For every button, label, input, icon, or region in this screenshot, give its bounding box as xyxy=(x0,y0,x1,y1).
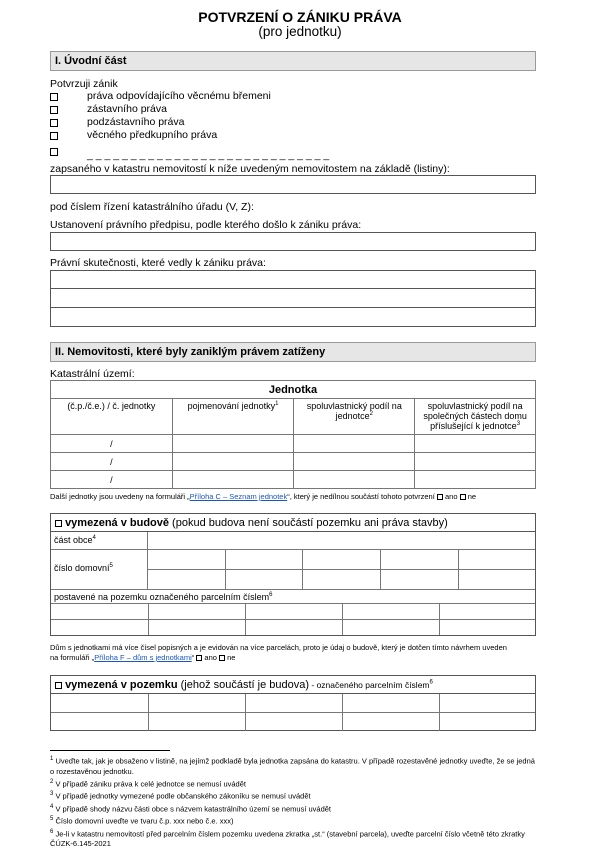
building-note-line2: na formuláři „Příloha F – dům s jednotkami“ ano ne xyxy=(50,653,236,662)
footnote: $^6$ Je-li v katastru nemovitostí před parcelním číslem pozemku uvedena zkratka „st.“ (stavební parcela), uveďte parcelní číslo včetně této zkratky xyxy=(50,828,525,838)
units-table-title: Jednotka xyxy=(51,381,536,399)
checkbox[interactable] xyxy=(50,148,58,156)
table-cell[interactable] xyxy=(415,435,536,453)
table-cell[interactable] xyxy=(415,471,536,489)
form-code: ČÚZK-6.145-2021 xyxy=(50,839,111,848)
cadastral-label: Katastrální území: xyxy=(50,368,135,380)
footnote: $^3$ V případě jednotky vymezené podle občanského zákoníku se nemusí uvádět xyxy=(50,791,311,801)
checkbox[interactable] xyxy=(50,119,58,127)
yes-checkbox[interactable] xyxy=(437,494,443,500)
building-checkbox[interactable] xyxy=(55,520,62,527)
table-row xyxy=(51,471,536,489)
table-cell[interactable] xyxy=(415,453,536,471)
unit-number-cell[interactable]: / xyxy=(51,453,173,471)
recorded-label: zapsaného v katastru nemovitostí k níže uvedeným nemovitostem na základě (listiny): xyxy=(50,163,450,175)
land-checkbox[interactable] xyxy=(55,682,62,689)
building-note-line1: Dům s jednotkami má více čísel popisných a je evidován na více parcelách, proto je údaj o budově, který je dotčen tímto návrhem uveden xyxy=(50,643,507,652)
option-label: zástavního práva xyxy=(87,103,167,115)
section-1-heading: I. Úvodní část xyxy=(50,51,536,71)
unit-number-cell[interactable]: / xyxy=(51,435,173,453)
facts-input-1[interactable] xyxy=(50,270,536,289)
table-cell[interactable] xyxy=(294,453,415,471)
section-2-heading: II. Nemovitosti, které byly zaniklým právem zatíženy xyxy=(50,342,536,362)
yes-checkbox[interactable] xyxy=(196,655,202,661)
footnote: $^5$ Číslo domovní uveďte ve tvaru č.p. xxx nebo č.e. xxx) xyxy=(50,816,234,826)
house-number-label: číslo domovní$^5$ xyxy=(51,550,148,590)
part-of-town-input[interactable] xyxy=(148,532,535,550)
option-other-line: _ _ _ _ _ _ _ _ _ _ _ _ _ _ _ _ _ _ _ _ _ _ _ _ _ _ _ _ xyxy=(87,149,330,161)
more-units-note: Další jednotky jsou uvedeny na formuláři „Příloha C – Seznam jednotek“, který je nedílnou součástí tohoto potvrzení ano ne xyxy=(50,492,477,501)
document-input[interactable] xyxy=(50,175,536,194)
table-row xyxy=(51,435,536,453)
footnote: $^4$ V případě shody názvu části obce s názvem katastrálního území se nemusí uvádět xyxy=(50,803,332,813)
parcel-label: postavené na pozemku označeného parcelním číslem$^6$ xyxy=(51,590,535,604)
facts-input-3[interactable] xyxy=(50,308,536,327)
col-unit-number: (č.p./č.e.) / č. jednotky xyxy=(51,399,173,435)
attachment-c-link[interactable]: Příloha C – Seznam jednotek xyxy=(189,492,288,501)
attachment-f-link[interactable]: Příloha F – dům s jednotkami xyxy=(94,653,192,662)
footnotes xyxy=(50,754,540,849)
parcel-grid[interactable] xyxy=(51,604,535,636)
footnote-separator xyxy=(50,750,170,751)
provision-label: Ustanovení právního předpisu, podle kterého došlo k zániku práva: xyxy=(50,219,362,231)
table-cell[interactable] xyxy=(294,435,415,453)
option-label: práva odpovídajícího věcnému břemeni xyxy=(87,90,271,102)
col-unit-share: spoluvlastnický podíl na jednotce$^2$ xyxy=(294,399,415,435)
table-row xyxy=(51,453,536,471)
part-of-town-label: část obce$^4$ xyxy=(51,532,148,550)
provision-input[interactable] xyxy=(50,232,536,251)
land-heading: vymezená v pozemku (jehož součástí je budova) - označeného parcelním číslem$^6$ xyxy=(51,676,535,694)
no-checkbox[interactable] xyxy=(460,494,466,500)
building-block xyxy=(50,513,536,636)
units-table xyxy=(50,380,536,489)
table-cell[interactable] xyxy=(172,471,294,489)
col-common-share: spoluvlastnický podíl na společných částech domu příslušející k jednotce$^3$ xyxy=(415,399,536,435)
land-parcel-grid[interactable] xyxy=(51,694,535,731)
unit-number-cell[interactable]: / xyxy=(51,471,173,489)
table-cell[interactable] xyxy=(294,471,415,489)
checkbox[interactable] xyxy=(50,132,58,140)
col-unit-name: pojmenování jednotky$^1$ xyxy=(172,399,294,435)
option-label: podzástavního práva xyxy=(87,116,185,128)
checkbox[interactable] xyxy=(50,93,58,101)
footnote: $^2$ V případě zániku práva k celé jednotce se nemusí uvádět xyxy=(50,778,246,788)
land-block xyxy=(50,675,536,731)
table-cell[interactable] xyxy=(172,453,294,471)
table-cell[interactable] xyxy=(172,435,294,453)
intro-text: Potvrzuji zánik xyxy=(50,78,118,90)
facts-input-2[interactable] xyxy=(50,289,536,308)
page-subtitle: (pro jednotku) xyxy=(258,24,342,39)
page-title: POTVRZENÍ O ZÁNIKU PRÁVA xyxy=(198,9,402,25)
facts-label: Právní skutečnosti, které vedly k zániku práva: xyxy=(50,257,266,269)
house-number-grid xyxy=(148,550,535,590)
no-checkbox[interactable] xyxy=(219,655,225,661)
checkbox[interactable] xyxy=(50,106,58,114)
case-number-label: pod číslem řízení katastrálního úřadu (V, Z): xyxy=(50,201,254,213)
building-heading: vymezená v budově (pokud budova není součástí pozemku ani práva stavby) xyxy=(51,514,535,532)
option-label: věcného předkupního práva xyxy=(87,129,218,141)
footnote: $^1$ Uveďte tak, jak je obsaženo v listině, na jejímž podkladě byla jednotka zapsána do katastru. V případě rozestavěné jednotky uveďte, že se jedná o rozestavěnou jednotku. xyxy=(50,756,535,776)
